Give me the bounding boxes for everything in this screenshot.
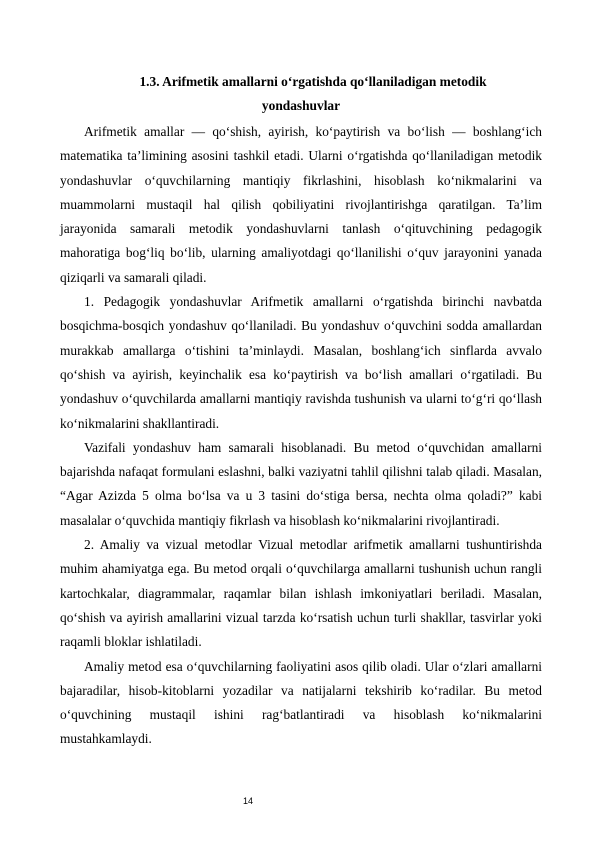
paragraph-visual-methods: 2. Amaliy va vizual metodlar Vizual metodlar arifmetik amallarni tushuntirishda muhim ahamiyatga ega. Bu metod orqali o‘quvchilarga amallarni tushunish uchun rangli kartochkalar, diagrammalar, raqamlar bilan ishlash imkoniyatlari beriladi. Masalan, qo‘shish va ayirish amallarini vizual tarzda ko‘rsatish uchun turli shakllar, tasvirlar yoki raqamli bloklar ishlatiladi. [60,537,542,650]
section-title [60,70,542,118]
paragraph-pedagogical-approaches: 1. Pedagogik yondashuvlar Arifmetik amallarni o‘rgatishda birinchi navbatda bosqichma-bosqich yondashuv qo‘llaniladi. Bu yondashuv o‘quvchini sodda amallardan murakkab amallarga o‘tishini ta’minlaydi. Masalan, boshlang‘ich sinflarda avvalo qo‘shish va ayirish, keyinchalik esa ko‘paytirish va bo‘lish amallari o‘rgatiladi. Bu yondashuv o‘quvchilarda amallarni mantiqiy ravishda tushunish va ularni to‘g‘ri qo‘llash ko‘nikmalarini shakllantiradi. [60,294,542,431]
page-number: 14 [242,796,253,806]
section-title-line1: 1.3. Arifmetik amallarni o‘rgatishda qo‘llaniladigan metodik [139,74,487,89]
paragraph-practical-method: Amaliy metod esa o‘quvchilarning faoliyatini asos qilib oladi. Ular o‘zlari amallarni bajaradilar, hisob-kitoblarni yozadilar va natijalarni tekshirib ko‘radilar. Bu metod o‘quvchining mustaqil ishini rag‘batlantiradi va hisoblash ko‘nikmalarini mustahkamlaydi. [60,658,542,747]
section-title-line2: yondashuvlar [261,98,341,113]
paragraph-task-approach: Vazifali yondashuv ham samarali hisoblanadi. Bu metod o‘quvchidan amallarni bajarishda nafaqat formulani eslashni, balki vaziyatni tahlil qilishni talab qiladi. Masalan, “Agar Azizda 5 olma bo‘lsa va u 3 tasini do‘stiga bersa, nechta olma qoladi?” kabi masalalar o‘quvchida mantiqiy fikrlash va hisoblash ko‘nikmalarini rivojlantiradi. [60,439,542,528]
paragraph-intro: Arifmetik amallar — qo‘shish, ayirish, ko‘paytirish va bo‘lish — boshlang‘ich matematika ta’limining asosini tashkil etadi. Ularni o‘rgatishda qo‘llaniladigan metodik yondashuvlar o‘quvchilarning mantiqiy fikrlashini, hisoblash ko‘nikmalarini va muammolarni mustaqil hal qilish qobiliyatini rivojlantirishga qaratilgan. Ta’lim jarayonida samarali metodik yondashuvlarni tanlash o‘qituvchining pedagogik mahoratiga bog‘liq bo‘lib, ularning amaliyotdagi qo‘llanilishi o‘quv jarayonini yanada qiziqarli va samarali qiladi. [60,124,542,285]
body-text [60,120,542,752]
